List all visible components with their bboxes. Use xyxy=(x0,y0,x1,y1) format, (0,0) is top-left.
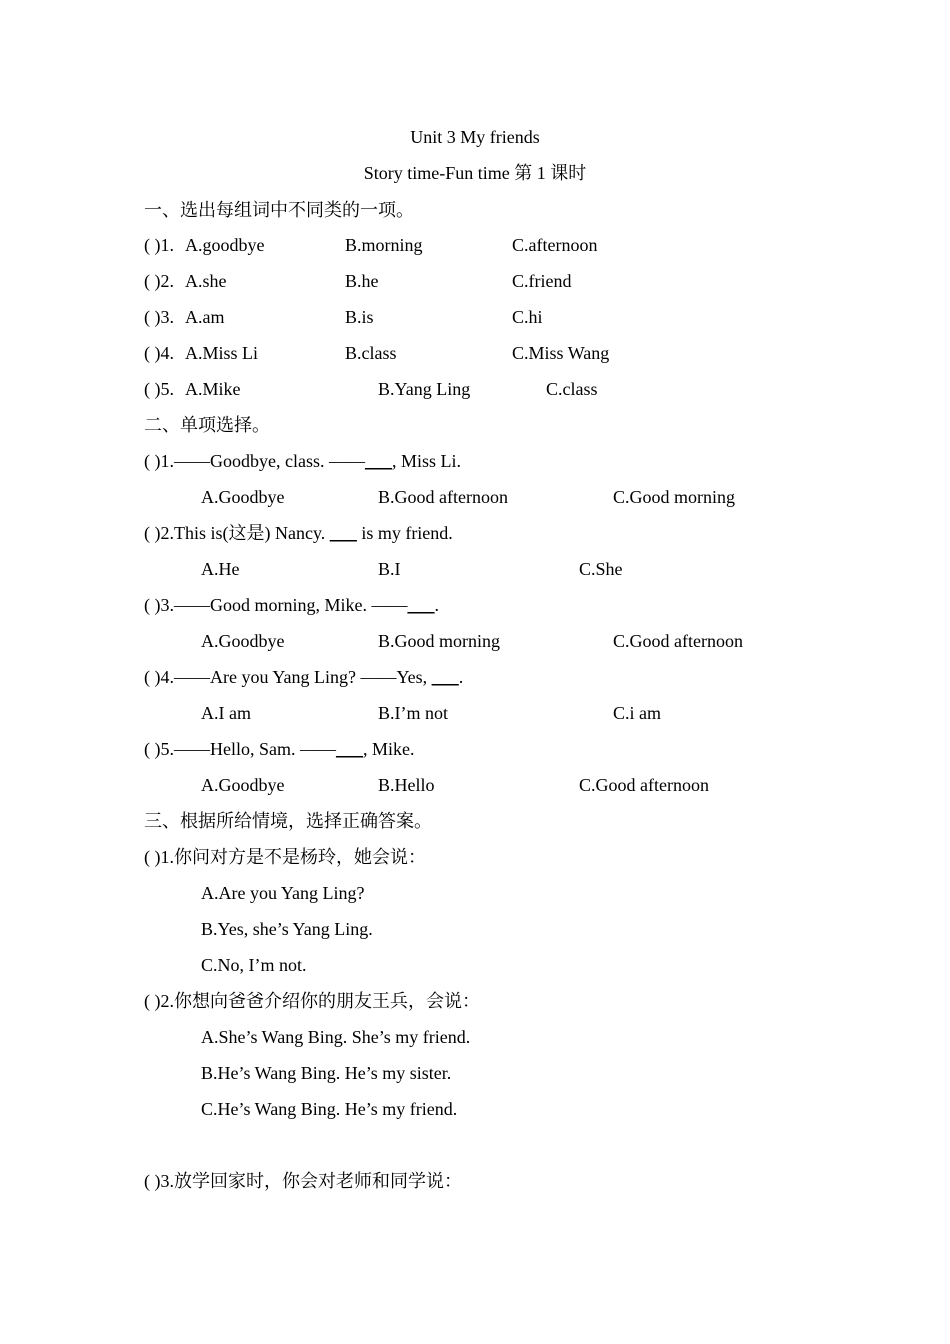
option-c: C.afternoon xyxy=(512,235,598,255)
question-text: 你问对方是不是杨玲，她会说： xyxy=(174,847,426,867)
option-a: A.I am xyxy=(201,703,251,723)
answer-slot[interactable]: ( )2. xyxy=(144,271,174,291)
answer-slot[interactable]: ( )5. xyxy=(144,739,174,759)
option-b: B.Hello xyxy=(378,775,435,795)
option-c: C.Miss Wang xyxy=(512,343,610,363)
question-text: ——Hello, Sam. —— xyxy=(174,739,336,759)
option-b: B.I xyxy=(378,559,401,579)
option-c: C.i am xyxy=(613,703,661,723)
option-b: B.is xyxy=(345,307,374,327)
question-line xyxy=(144,846,426,868)
fill-blank: ___ xyxy=(431,667,459,687)
option-a: A.Miss Li xyxy=(185,343,259,363)
question-text-end: . xyxy=(458,667,464,687)
answer-slot[interactable]: ( )1. xyxy=(144,235,174,255)
page-subtitle: Story time-Fun time 第 1 课时 xyxy=(363,163,587,183)
answer-slot[interactable]: ( )1. xyxy=(144,451,174,471)
question-text: ——Are you Yang Ling? ——Yes, xyxy=(174,667,432,687)
answer-slot[interactable]: ( )3. xyxy=(144,1171,174,1191)
answer-slot[interactable]: ( )3. xyxy=(144,595,174,615)
question-line xyxy=(144,450,461,472)
fill-blank: ___ xyxy=(364,451,392,471)
option-b: B.I’m not xyxy=(378,703,448,723)
option-c: C.hi xyxy=(512,307,543,327)
question-line xyxy=(144,594,439,616)
fill-blank: ___ xyxy=(329,523,357,543)
question-line xyxy=(144,990,480,1012)
option-a: A.Goodbye xyxy=(201,775,285,795)
question-text: 你想向爸爸介绍你的朋友王兵，会说： xyxy=(174,991,480,1011)
option-a: A.she xyxy=(185,271,227,291)
answer-slot[interactable]: ( )4. xyxy=(144,667,174,687)
option-c: C.He’s Wang Bing. He’s my friend. xyxy=(201,1099,458,1119)
question-text-end: . xyxy=(434,595,439,615)
question-text-end: , Miss Li. xyxy=(391,451,461,471)
question-line xyxy=(144,522,453,544)
question-line xyxy=(144,666,463,688)
option-b: B.He’s Wang Bing. He’s my sister. xyxy=(201,1063,452,1083)
answer-slot[interactable]: ( )5. xyxy=(144,379,174,399)
option-c: C.Good afternoon xyxy=(613,631,743,651)
option-b: B.Yes, she’s Yang Ling. xyxy=(201,919,373,939)
option-a: A.He xyxy=(201,559,240,579)
option-a: A.She’s Wang Bing. She’s my friend. xyxy=(201,1027,471,1047)
option-c: C.She xyxy=(579,559,623,579)
question-text-end: is my friend. xyxy=(356,523,453,543)
option-c: C.Good afternoon xyxy=(579,775,709,795)
question-text-end: , Mike. xyxy=(363,739,415,759)
question-line xyxy=(144,738,415,760)
section1-heading: 一、选出每组词中不同类的一项。 xyxy=(144,200,414,220)
question-text: 放学回家时，你会对老师和同学说： xyxy=(174,1171,462,1191)
option-b: B.Good morning xyxy=(378,631,501,651)
page-title: Unit 3 My friends xyxy=(410,127,540,147)
answer-slot[interactable]: ( )3. xyxy=(144,307,174,327)
answer-slot[interactable]: ( )2. xyxy=(144,991,174,1011)
section3-heading: 三、根据所给情境，选择正确答案。 xyxy=(144,811,432,831)
option-a: A.am xyxy=(185,307,225,327)
question-text: ——Good morning, Mike. —— xyxy=(174,595,408,615)
option-a: A.Are you Yang Ling? xyxy=(201,883,365,903)
option-b: B.he xyxy=(345,271,379,291)
answer-slot[interactable]: ( )4. xyxy=(144,343,174,363)
option-c: C.Good morning xyxy=(613,487,736,507)
answer-slot[interactable]: ( )1. xyxy=(144,847,174,867)
option-c: C.friend xyxy=(512,271,572,291)
option-c: C.class xyxy=(546,379,598,399)
option-a: A.goodbye xyxy=(185,235,265,255)
option-a: A.Goodbye xyxy=(201,631,285,651)
option-c: C.No, I’m not. xyxy=(201,955,307,975)
option-b: B.class xyxy=(345,343,397,363)
option-b: B.morning xyxy=(345,235,423,255)
option-a: A.Goodbye xyxy=(201,487,285,507)
fill-blank: ___ xyxy=(407,595,435,615)
option-b: B.Yang Ling xyxy=(378,379,471,399)
option-a: A.Mike xyxy=(185,379,241,399)
question-text: ——Goodbye, class. —— xyxy=(174,451,365,471)
section2-heading: 二、单项选择。 xyxy=(144,415,270,435)
answer-slot[interactable]: ( )2. xyxy=(144,523,174,543)
option-b: B.Good afternoon xyxy=(378,487,508,507)
question-text: This is(这是) Nancy. xyxy=(174,523,330,543)
fill-blank: ___ xyxy=(336,739,363,759)
question-line xyxy=(144,1170,462,1192)
